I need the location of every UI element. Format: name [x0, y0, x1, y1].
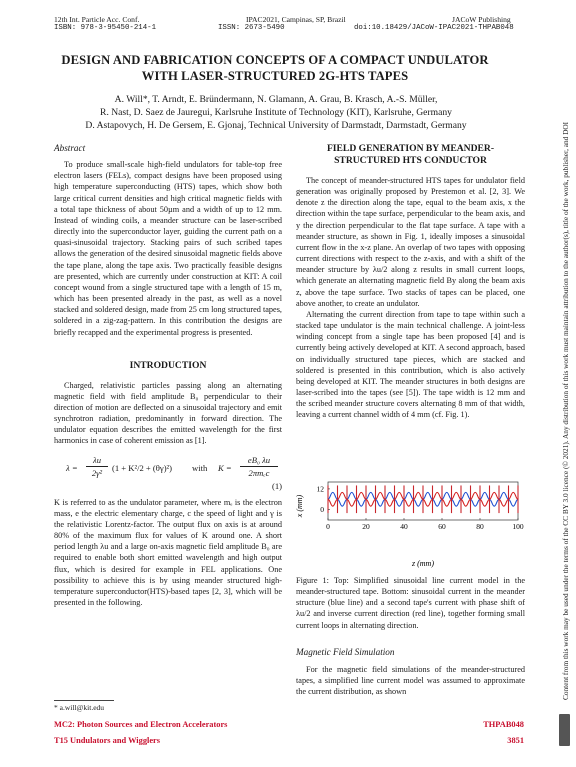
- header-issn: ISSN: 2673-5490: [218, 24, 285, 32]
- x-tick-label-0: 0: [326, 522, 330, 531]
- cc-license-icon: [559, 714, 570, 746]
- y-axis-label: x (mm): [295, 494, 304, 518]
- footnote: * a.will@kit.edu: [54, 703, 105, 712]
- field-paragraph-1: The concept of meander-structured HTS tapes for undulator field generation was originally proposed by Prestemon et al. [2, 3]. We denote z the direction along the tape, equal to the beam axis, x the direction within the tape surface, perpendicular to the beam axis, and y the direction perpendicular to the flat tape surface. A tape with a meander structure, as shown in Fig. 1, ideally imposes a sinusoidal current flow in the x-z plane. An overlap of two tapes with opposing current directions with respect to the z-axis, and with a shift of the meander structure by λu/2 along z results in small current loops, which generate an alternating magnetic field By along the beam axis z, above the tape surface. Two stacks of tapes can be placed, one above another, to create an undulator.: [296, 176, 525, 308]
- footer-page-number: 3851: [507, 736, 524, 745]
- paper-title-line1: DESIGN AND FABRICATION CONCEPTS OF A COMPACT UNDULATOR: [61, 53, 489, 67]
- abstract-text: To produce small-scale high-field undulators for table-top free electron lasers (FELs), compact designs have been proposed using high temperature superconducting (HTS) tapes, which show both large critical current densities and high critical magnetic fields with a total tape thickness of about 50µm and a width of up to 12 mm. Instead of winding coils, a meander structure can be laser-scribed directly into the superconductor layer, guiding the current path on a quasi-sinusoidal trajectory. Stacking pairs of such scribed tapes allows the generation of the desired sinusoidal magnetic fields above the tape plane, along the tape axis. Two practically feasible designs are presented, which are currently under construction at KIT: A coil concept wound from a single structured tape with a length of 15 m, which has been presented already in the past, as well as a novel stacked and soldered design, made from 25 cm long structured tapes, soldered in a zig-zag-pattern. In this contribution the designs are briefly recapped and the experimental progress is presented.: [54, 160, 282, 337]
- header-conf: 12th Int. Particle Acc. Conf.: [54, 15, 140, 24]
- figure-1-caption: Figure 1: Top: Simplified sinusoidal line current model in the meander-structured tape. Bottom: sinusoidal current in the meander structure (blue line) and a second tape's current with phase shift of λu/2 and inverse current direction (red line), together forming small current loops in alternating direction.: [296, 576, 525, 630]
- x-tick-label-2: 40: [400, 522, 408, 531]
- header-publisher: JACoW Publishing: [452, 15, 511, 24]
- right-column: [296, 143, 525, 420]
- header-venue: IPAC2021, Campinas, SP, Brazil: [246, 15, 346, 24]
- axis-ticks: [317, 484, 524, 531]
- y-tick-label-0: 12: [316, 484, 324, 494]
- magnetic-field-paragraph: For the magnetic field simulations of the meander-structured tapes, a simplified line current model was assumed to approximate the current distribution, as shown: [296, 664, 525, 697]
- magnetic-field-simulation-heading: Magnetic Field Simulation: [296, 646, 395, 657]
- y-tick-label-1: 0: [320, 505, 324, 515]
- licence-sidebar: Content from this work may be used under the terms of the CC BY 3.0 licence (© 2021). Any distribution of this work must maintain attribution to the author(s), title of the work, publisher, and DOI: [561, 121, 570, 700]
- paper-title-line2: WITH LASER-STRUCTURED 2G-HTS TAPES: [141, 69, 409, 83]
- header-isbn: ISBN: 978-3-95450-214-1: [54, 24, 157, 32]
- abstract-heading: Abstract: [54, 143, 86, 153]
- introduction-paragraph-2: K is referred to as the undulator parameter, where mₑ is the electron mass, e the electric elementary charge, c the speed of light and γ is the relativistic Lorentz-factor. The output flux on axis is at around 80% of the maximum flux for values of K around one. A short period length λu and a large on-axis magnetic field amplitude B₀ are required to enable both short emitted wavelength and high output flux, which is desired for example in FEL applications. One possibility to achieve this is by using meander structured high-temperature superconductor(HTS)-based tapes [2, 3], which will be presented in the following.: [54, 497, 282, 607]
- x-tick-label-3: 60: [438, 522, 446, 531]
- footnote-rule: [54, 700, 114, 701]
- equation-number: (1): [271, 480, 282, 491]
- field-generation-heading: FIELD GENERATION BY MEANDER-STRUCTURED HTS CONDUCTOR: [326, 143, 495, 166]
- undulator-equation: λ = λu 2γ² (1 + K²/2 + (θγ)²) with K = eB₀ λu 2πmₑc (1): [66, 454, 282, 491]
- right-column-lower: [296, 575, 525, 697]
- footer-subtrack: T15 Undulators and Wigglers: [54, 736, 161, 745]
- introduction-paragraph-1: Charged, relativistic particles passing along an alternating magnetic field with field amplitude B₀ perpendicular to their direction of motion are deflected on a sinusoidal trajectory and emit synchrotron radiation, predominantly in forward direction. The undulator equation describes the emitted wavelength for the first harmonics in case of coherent emission as [1].: [54, 380, 282, 446]
- author-line-3: D. Astapovych, H. De Gersem, E. Gjonaj, Technical University of Darmstadt, Darmstadt, Germany: [85, 120, 467, 131]
- author-line-2: R. Nast, D. Saez de Jauregui, Karlsruhe Institute of Technology (KIT), Karlsruhe, Germany: [100, 107, 452, 118]
- footer-paper-id: THPAB048: [483, 720, 524, 729]
- footer-track: MC2: Photon Sources and Electron Accelerators: [54, 720, 228, 729]
- x-axis-label: z (mm): [412, 559, 434, 568]
- left-column: [54, 143, 282, 608]
- x-tick-label-1: 20: [362, 522, 370, 531]
- figure-1-plot: [296, 478, 525, 570]
- field-paragraph-2: Alternating the current direction from tape to tape within such a stacked tape undulator is the main technical challenge. A joint-less winding concept from a single tape has been proposed [4] and is currently being actively developed at KIT. A second approach, based on individually structured tape pieces, which are stacked and soldered is presented in this contribution, which is also actively being developed at KIT. The meander structures in both designs are laser-scribed into the tapes (see [5]). The tape width is 12 mm and the scribed meander structure covers alternating 8 mm of that width, leaving a current channel width of 4 mm (cf. Fig. 1).: [296, 309, 525, 420]
- introduction-heading: INTRODUCTION: [129, 359, 207, 371]
- x-tick-label-4: 80: [476, 522, 484, 531]
- header-doi: doi:10.18429/JACoW-IPAC2021-THPAB048: [354, 24, 514, 32]
- author-line-1: A. Will*, T. Arndt, E. Bründermann, N. Glamann, A. Grau, B. Krasch, A.-S. Müller,: [114, 94, 438, 105]
- x-tick-label-5: 100: [512, 522, 524, 531]
